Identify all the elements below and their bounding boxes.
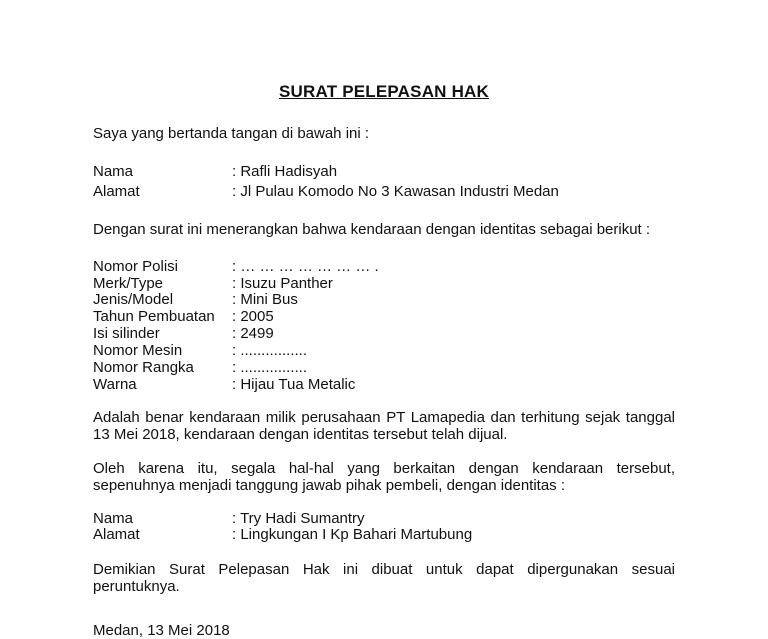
closing-line-2: peruntuknya. <box>93 578 180 595</box>
seller-name-value: : Rafli Hadisyah <box>232 163 338 180</box>
vehicle-model-value: : Mini Bus <box>232 291 298 308</box>
seller-address-value: : Jl Pulau Komodo No 3 Kawasan Industri Medan <box>232 183 559 200</box>
responsibility-line-1: Oleh karena itu, segala hal-hal yang berkaitan dengan kendaraan tersebut, <box>93 460 675 477</box>
document-title: SURAT PELEPASAN HAK <box>278 82 490 101</box>
vehicle-chassis-label: Nomor Rangka <box>93 359 194 376</box>
buyer-name-value: : Try Hadi Sumantry <box>232 510 365 527</box>
vehicle-color-label: Warna <box>93 376 137 393</box>
vehicle-color-value: : Hijau Tua Metalic <box>232 376 356 393</box>
vehicle-plate-label: Nomor Polisi <box>93 258 179 275</box>
vehicle-chassis-value: : ................ <box>232 359 308 376</box>
ownership-paragraph <box>93 409 675 443</box>
statement-text: Dengan surat ini menerangkan bahwa kendaraan dengan identitas sebagai berikut : <box>93 221 651 238</box>
responsibility-line-2: sepenuhnya menjadi tanggung jawab pihak pembeli, dengan identitas : <box>93 477 566 494</box>
vehicle-year-value: : 2005 <box>232 308 274 325</box>
responsibility-paragraph <box>93 460 675 494</box>
ownership-line-1: Adalah benar kendaraan milik perusahaan PT Lamapedia dan terhitung sejak tanggal <box>93 409 675 426</box>
vehicle-engine-value: : ................ <box>232 342 308 359</box>
buyer-address-value: : Lingkungan I Kp Bahari Martubung <box>232 526 473 543</box>
place-date-cutoff: Medan, 13 Mei 2018 <box>93 622 230 639</box>
closing-line-1: Demikian Surat Pelepasan Hak ini dibuat untuk dapat dipergunakan sesuai <box>93 561 675 578</box>
seller-name-label: Nama <box>93 163 134 180</box>
buyer-address-label: Alamat <box>93 526 140 543</box>
vehicle-engine-label: Nomor Mesin <box>93 342 183 359</box>
vehicle-model-label: Jenis/Model <box>93 291 174 308</box>
closing-paragraph <box>93 561 675 595</box>
buyer-name-label: Nama <box>93 510 134 527</box>
seller-address-label: Alamat <box>93 183 140 200</box>
ownership-line-2: 13 Mei 2018, kendaraan dengan identitas tersebut telah dijual. <box>93 426 508 443</box>
vehicle-cylinder-value: : 2499 <box>232 325 274 342</box>
vehicle-year-label: Tahun Pembuatan <box>93 308 215 325</box>
vehicle-brand-value: : Isuzu Panther <box>232 275 333 292</box>
intro-text: Saya yang bertanda tangan di bawah ini : <box>93 125 370 142</box>
vehicle-brand-label: Merk/Type <box>93 275 164 292</box>
vehicle-cylinder-label: Isi silinder <box>93 325 160 342</box>
vehicle-plate-value: : … … … … … … … . <box>232 258 379 275</box>
